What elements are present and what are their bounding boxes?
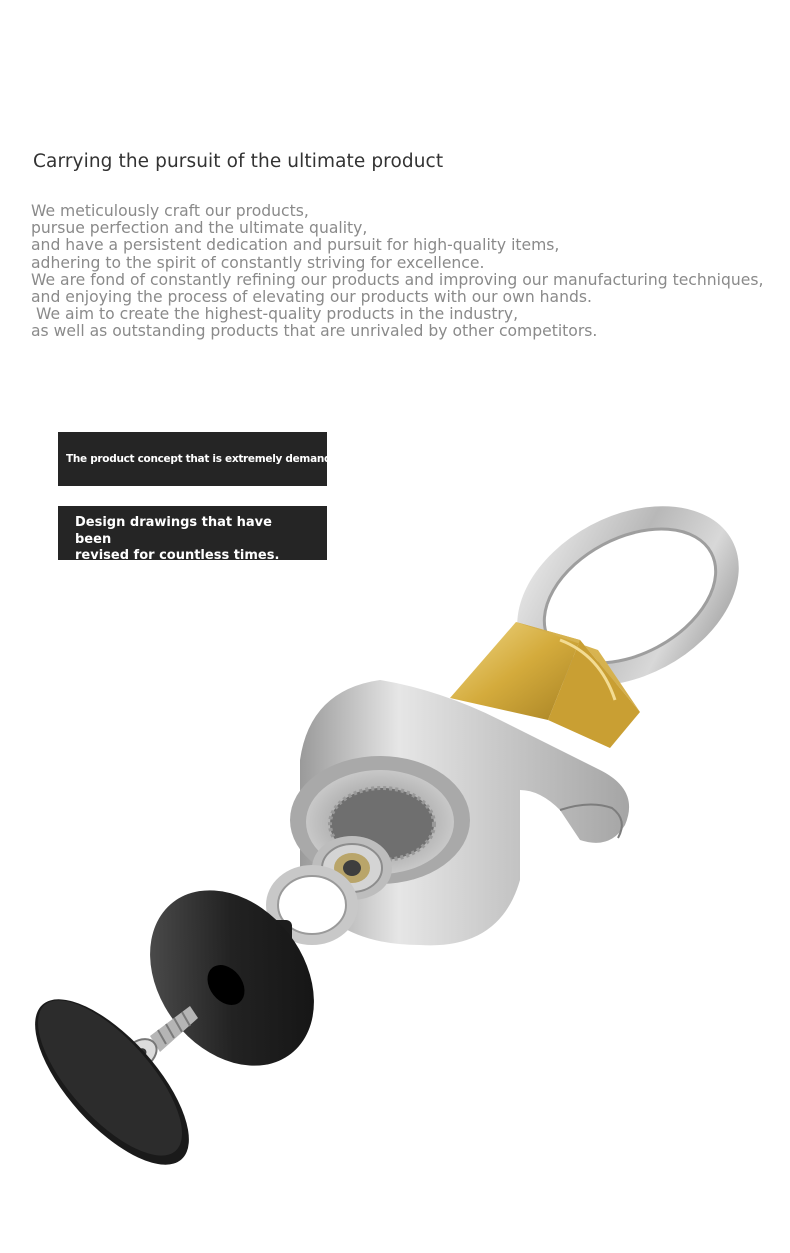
paragraph-line: We aim to create the highest-quality products in the industry, — [31, 305, 519, 324]
paragraph-line: and have a persistent dedication and pursuit for high-quality items, — [31, 236, 560, 255]
paragraph-line: pursue perfection and the ultimate quality, — [31, 219, 368, 238]
concept-badge-text: The product concept that is extremely demanding. — [66, 453, 353, 465]
paragraph-line: as well as outstanding products that are unrivaled by other competitors. — [31, 322, 598, 341]
paragraph-line: We are fond of constantly refining our products and improving our manufacturing techniques, — [31, 270, 764, 289]
paragraph-line: adhering to the spirit of constantly striving for excellence. — [31, 253, 485, 272]
paragraph-line: and enjoying the process of elevating our products with our own hands. — [31, 287, 592, 306]
paragraph-line: We meticulously craft our products, — [31, 202, 309, 220]
drawings-badge-line: revised for countless times. — [75, 548, 280, 563]
page-title: Carrying the pursuit of the ultimate product — [33, 151, 444, 172]
drawings-badge-line: Design drawings that have been — [75, 515, 272, 547]
